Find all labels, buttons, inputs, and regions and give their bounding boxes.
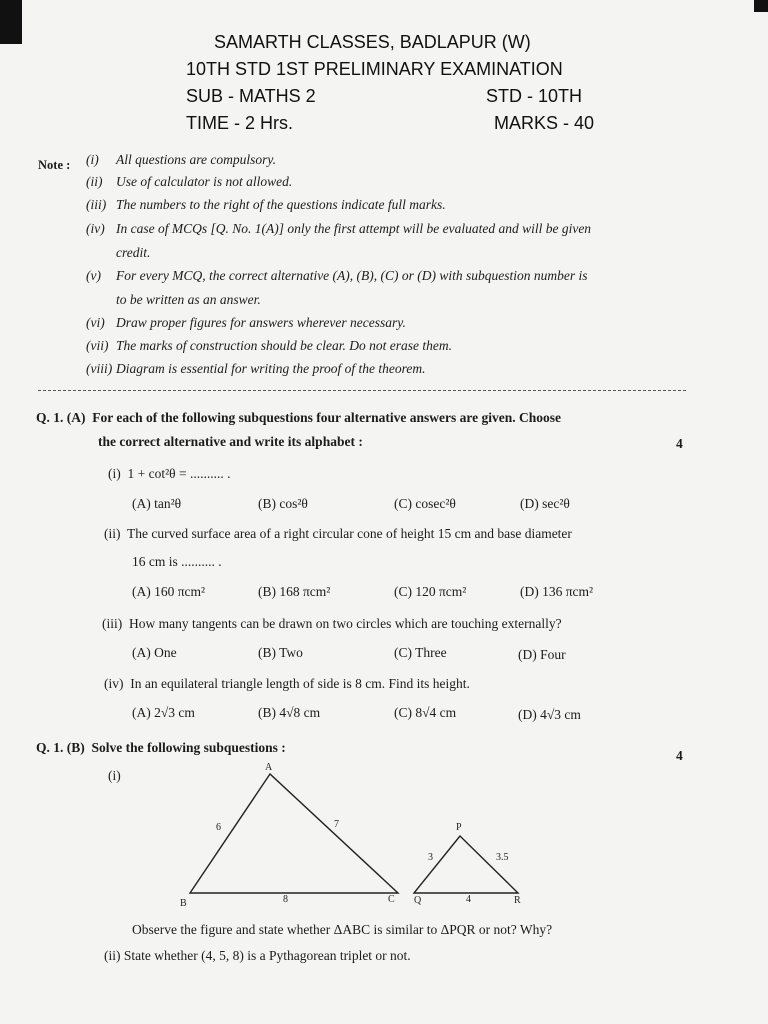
side-label: 3.5: [496, 852, 509, 863]
mcq-option: (C) 8√4 cm: [394, 705, 457, 720]
mcq-option: (A) 2√3 cm: [132, 705, 195, 720]
note-item: (vii) The marks of construction should be clear. Do not erase them.: [86, 338, 452, 353]
mcq-question-cont: 16 cm is .......... .: [132, 554, 222, 569]
standard: STD - 10TH: [486, 86, 583, 106]
vertex-label: P: [456, 822, 462, 833]
mcq-option: (D) 4√3 cm: [518, 707, 581, 722]
q1a-heading: Q. 1. (A) For each of the following subquestions four alternative answers are given. Choose: [36, 410, 561, 425]
vertex-label: B: [180, 898, 187, 909]
side-label: 6: [216, 822, 221, 833]
mcq-option: (B) 4√8 cm: [258, 705, 321, 720]
note-item: (i) All questions are compulsory.: [86, 152, 276, 167]
mcq-option: (A) One: [132, 645, 177, 660]
side-label: 7: [334, 819, 339, 830]
subquestion-number: (i): [108, 768, 121, 783]
mcq-option: (A) tan²θ: [132, 496, 182, 511]
q1b-heading: Q. 1. (B) Solve the following subquestions :: [36, 740, 286, 755]
mcq-option: (D) 136 πcm²: [520, 584, 594, 599]
mcq-option: (B) 168 πcm²: [258, 584, 331, 599]
note-item: (vi) Draw proper figures for answers wherever necessary.: [86, 315, 406, 330]
mcq-option: (C) cosec²θ: [394, 496, 456, 511]
subquestion: (ii) State whether (4, 5, 8) is a Pythagorean triplet or not.: [104, 948, 411, 963]
mcq-question: (iii) How many tangents can be drawn on two circles which are touching externally?: [102, 616, 562, 631]
vertex-label: R: [514, 895, 521, 906]
mcq-question: (i) 1 + cot²θ = .......... .: [108, 466, 231, 481]
mcq-option: (A) 160 πcm²: [132, 584, 206, 599]
side-label: 8: [283, 894, 288, 905]
note-item: (v) For every MCQ, the correct alternative (A), (B), (C) or (D) with subquestion number is: [86, 268, 588, 283]
mcq-option: (D) Four: [518, 647, 566, 662]
note-item: (iii) The numbers to the right of the questions indicate full marks.: [86, 197, 446, 212]
vertex-label: A: [265, 762, 273, 773]
side-label: 3: [428, 852, 433, 863]
triangle-abc: [190, 774, 398, 893]
subject: SUB - MATHS 2: [186, 86, 316, 106]
note-label: Note :: [38, 158, 71, 172]
triangle-pqr: [414, 836, 518, 893]
q1a-instruction: the correct alternative and write its alphabet :: [98, 434, 363, 449]
vertex-label: Q: [414, 895, 422, 906]
note-item: (ii) Use of calculator is not allowed.: [86, 174, 293, 189]
time: TIME - 2 Hrs.: [186, 113, 293, 133]
note-item-cont: credit.: [116, 245, 151, 260]
note-item-cont: to be written as an answer.: [116, 292, 261, 307]
mcq-option: (C) 120 πcm²: [394, 584, 467, 599]
mcq-option: (B) cos²θ: [258, 496, 308, 511]
note-item: (iv) In case of MCQs [Q. No. 1(A)] only the first attempt will be evaluated and will be given: [86, 221, 592, 236]
total-marks: MARKS - 40: [494, 113, 595, 133]
q1b-marks: 4: [676, 748, 683, 763]
side-label: 4: [466, 894, 471, 905]
mcq-option: (D) sec²θ: [520, 496, 570, 511]
q1a-marks: 4: [676, 436, 683, 451]
note-item: (viii) Diagram is essential for writing the proof of the theorem.: [86, 361, 426, 376]
subquestion-text: Observe the figure and state whether ΔABC is similar to ΔPQR or not? Why?: [132, 922, 553, 937]
mcq-option: (B) Two: [258, 645, 303, 660]
institute-name: SAMARTH CLASSES, BADLAPUR (W): [214, 32, 531, 52]
mcq-option: (C) Three: [394, 645, 447, 660]
vertex-label: C: [388, 894, 395, 905]
mcq-question: (iv) In an equilateral triangle length of side is 8 cm. Find its height.: [104, 676, 470, 691]
exam-title: 10TH STD 1ST PRELIMINARY EXAMINATION: [186, 59, 563, 79]
mcq-question: (ii) The curved surface area of a right circular cone of height 15 cm and base diameter: [104, 526, 572, 541]
